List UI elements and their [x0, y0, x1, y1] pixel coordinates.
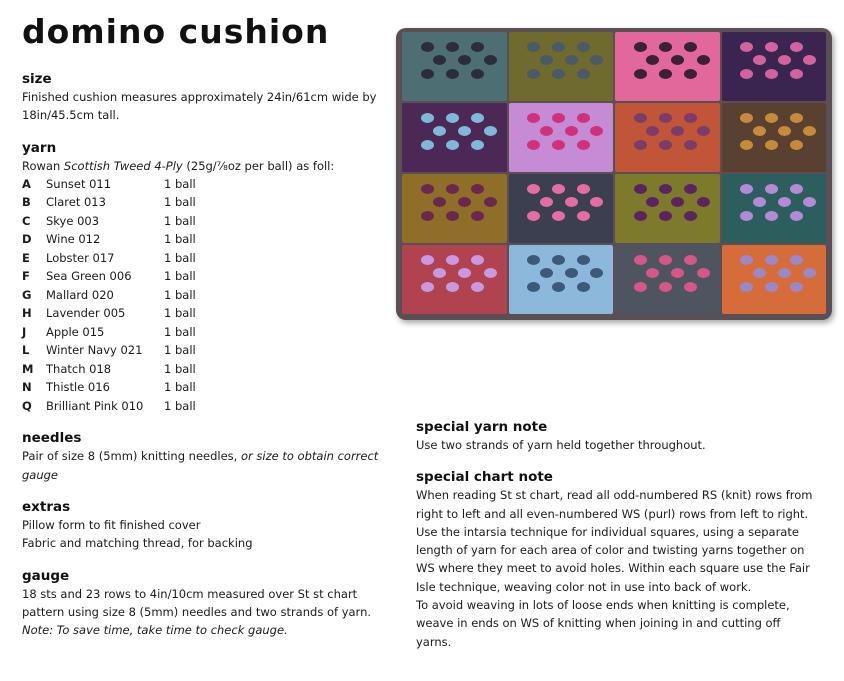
cushion-dot: [778, 197, 791, 207]
cushion-dot: [790, 211, 803, 221]
special-chart-note-para-1: When reading St st chart, read all odd-numbered RS (knit) rows from right to left and all even-numbered WS (purl) rows from left to right. Use the intarsia technique for individual squares, using a separate length of yarn for each area of color and twisting yarns together on WS where they meet to avoid holes. Within each square use the Fair Isle technique, weaving color not in use into back of work.: [416, 488, 813, 594]
special-yarn-note-text: Use two strands of yarn held together throughout.: [416, 438, 706, 452]
yarn-intro-rest: (25g/⅞oz per ball) as foll:: [186, 158, 335, 173]
cushion-dot: [634, 42, 647, 52]
yarn-amount: 1 ball: [164, 306, 196, 321]
cushion-dot: [659, 255, 672, 265]
needles-main: Pair of size 8 (5mm) knitting needles,: [22, 449, 238, 464]
yarn-amount: 1 ball: [164, 398, 196, 413]
cushion-dot: [753, 197, 766, 207]
cushion-dot: [803, 126, 816, 136]
yarn-letter: F: [22, 269, 30, 284]
cushion-dot: [527, 140, 540, 150]
cushion-dot: [565, 55, 578, 65]
cushion-dot: [433, 268, 446, 278]
cushion-dot: [659, 211, 672, 221]
yarn-name: Brilliant Pink 010: [46, 398, 144, 413]
cushion-dot: [790, 140, 803, 150]
cushion-dot: [765, 282, 778, 292]
cushion-square: [615, 245, 720, 314]
cushion-dot: [790, 255, 803, 265]
yarn-letter: N: [22, 380, 32, 395]
extras-line-1: Pillow form to fit finished cover: [22, 517, 201, 532]
yarn-section: [22, 139, 382, 416]
yarn-intro-name: Scottish Tweed 4-Ply: [63, 158, 183, 173]
gauge-note: Note: To save time, take time to check gauge.: [22, 623, 288, 638]
cushion-dot: [577, 211, 590, 221]
needles-italic: or size to obtain correct gauge: [22, 449, 379, 482]
cushion-square: [722, 32, 827, 101]
yarn-amount: 1 ball: [164, 380, 196, 395]
cushion-dot: [527, 113, 540, 123]
cushion-square: [402, 32, 507, 101]
cushion-dot: [697, 197, 710, 207]
cushion-dot: [634, 140, 647, 150]
cushion-dot: [697, 268, 710, 278]
cushion-square: [509, 174, 614, 243]
special-chart-note-section: [416, 468, 816, 651]
cushion-dot: [421, 69, 434, 79]
cushion-squares-grid: [402, 32, 826, 314]
gauge-text: [22, 585, 382, 640]
cushion-dot: [740, 42, 753, 52]
yarn-name: Lobster 017: [46, 250, 115, 265]
cushion-dot: [590, 197, 603, 207]
cushion-dot: [790, 42, 803, 52]
cushion-square: [722, 174, 827, 243]
cushion-dot: [697, 55, 710, 65]
cushion-dot: [590, 126, 603, 136]
cushion-dot: [552, 211, 565, 221]
yarn-letter: E: [22, 250, 30, 265]
yarn-amount: 1 ball: [164, 343, 196, 358]
cushion-dot: [421, 184, 434, 194]
cushion-square: [722, 245, 827, 314]
cushion-square: [402, 103, 507, 172]
yarn-letter: D: [22, 232, 32, 247]
cushion-dot: [634, 282, 647, 292]
yarn-row: [22, 323, 382, 342]
cushion-dot: [458, 55, 471, 65]
cushion-dot: [471, 255, 484, 265]
yarn-row: [22, 397, 382, 416]
right-column: [416, 418, 816, 665]
yarn-row: [22, 230, 382, 249]
cushion-square: [722, 103, 827, 172]
yarn-name: Wine 012: [46, 232, 101, 247]
cushion-dot: [421, 42, 434, 52]
cushion-dot: [446, 42, 459, 52]
cushion-square: [615, 103, 720, 172]
cushion-photo: [396, 28, 832, 320]
cushion-dot: [646, 268, 659, 278]
cushion-dot: [484, 197, 497, 207]
yarn-amount: 1 ball: [164, 232, 196, 247]
cushion-dot: [540, 126, 553, 136]
gauge-section: [22, 567, 382, 640]
cushion-dot: [753, 268, 766, 278]
cushion-dot: [565, 268, 578, 278]
cushion-dot: [659, 282, 672, 292]
cushion-dot: [778, 126, 791, 136]
yarn-name: Sunset 011: [46, 176, 112, 191]
cushion-dot: [740, 184, 753, 194]
extras-section: [22, 498, 382, 553]
cushion-dot: [527, 42, 540, 52]
cushion-dot: [527, 282, 540, 292]
cushion-dot: [684, 255, 697, 265]
cushion-dot: [803, 268, 816, 278]
cushion-dot: [540, 55, 553, 65]
cushion-dot: [577, 255, 590, 265]
cushion-dot: [552, 184, 565, 194]
yarn-letter: M: [22, 361, 34, 376]
cushion-dot: [458, 197, 471, 207]
cushion-dot: [684, 113, 697, 123]
cushion-square: [402, 245, 507, 314]
yarn-letter: Q: [22, 398, 32, 413]
cushion-dot: [684, 211, 697, 221]
cushion-dot: [646, 55, 659, 65]
cushion-dot: [421, 282, 434, 292]
yarn-list: [22, 175, 382, 416]
left-column: [22, 70, 382, 653]
cushion-dot: [671, 268, 684, 278]
cushion-dot: [421, 113, 434, 123]
gauge-main: 18 sts and 23 rows to 4in/10cm measured over St st chart pattern using size 8 (5mm) needles and two strands of yarn.: [22, 586, 372, 619]
yarn-row: [22, 212, 382, 231]
cushion-dot: [765, 184, 778, 194]
cushion-dot: [577, 69, 590, 79]
cushion-dot: [765, 255, 778, 265]
cushion-dot: [684, 282, 697, 292]
cushion-dot: [790, 282, 803, 292]
cushion-dot: [577, 282, 590, 292]
yarn-letter: J: [22, 324, 27, 339]
cushion-dot: [471, 113, 484, 123]
cushion-dot: [778, 55, 791, 65]
cushion-dot: [540, 268, 553, 278]
cushion-dot: [646, 126, 659, 136]
cushion-dot: [446, 211, 459, 221]
cushion-dot: [484, 126, 497, 136]
cushion-dot: [552, 69, 565, 79]
cushion-dot: [446, 69, 459, 79]
cushion-dot: [552, 255, 565, 265]
extras-line-2: Fabric and matching thread, for backing: [22, 536, 253, 551]
cushion-dot: [765, 211, 778, 221]
cushion-dot: [471, 184, 484, 194]
size-section: [22, 70, 382, 125]
cushion-dot: [765, 69, 778, 79]
cushion-dot: [446, 282, 459, 292]
cushion-dot: [527, 69, 540, 79]
cushion-dot: [433, 126, 446, 136]
yarn-row: [22, 341, 382, 360]
cushion-dot: [577, 140, 590, 150]
yarn-amount: 1 ball: [164, 250, 196, 265]
cushion-dot: [684, 184, 697, 194]
cushion-dot: [590, 268, 603, 278]
cushion-dot: [471, 140, 484, 150]
yarn-name: Thatch 018: [46, 361, 112, 376]
extras-heading: extras: [22, 498, 71, 515]
cushion-dot: [684, 69, 697, 79]
cushion-dot: [565, 126, 578, 136]
cushion-dot: [634, 69, 647, 79]
yarn-letter: L: [22, 343, 30, 358]
cushion-dot: [446, 184, 459, 194]
yarn-name: Thistle 016: [46, 380, 110, 395]
cushion-dot: [552, 282, 565, 292]
cushion-dot: [577, 113, 590, 123]
cushion-dot: [740, 113, 753, 123]
cushion-dot: [740, 282, 753, 292]
cushion-dot: [790, 184, 803, 194]
yarn-row: [22, 267, 382, 286]
yarn-letter: A: [22, 176, 31, 191]
cushion-dot: [433, 197, 446, 207]
special-yarn-note-heading: special yarn note: [416, 419, 548, 435]
needles-section: [22, 429, 382, 484]
yarn-intro-brand: Rowan: [22, 158, 61, 173]
cushion-dot: [659, 140, 672, 150]
cushion-dot: [634, 255, 647, 265]
cushion-dot: [740, 140, 753, 150]
yarn-name: Sea Green 006: [46, 269, 132, 284]
cushion-square: [402, 174, 507, 243]
cushion-square: [509, 32, 614, 101]
yarn-amount: 1 ball: [164, 324, 196, 339]
cushion-dot: [458, 126, 471, 136]
yarn-name: Skye 003: [46, 213, 100, 228]
yarn-row: [22, 360, 382, 379]
cushion-dot: [471, 282, 484, 292]
yarn-letter: B: [22, 195, 31, 210]
yarn-amount: 1 ball: [164, 269, 196, 284]
cushion-dot: [484, 268, 497, 278]
yarn-heading: yarn: [22, 139, 57, 156]
gauge-heading: gauge: [22, 567, 70, 584]
cushion-dot: [634, 211, 647, 221]
cushion-dot: [659, 184, 672, 194]
cushion-dot: [684, 42, 697, 52]
cushion-dot: [590, 55, 603, 65]
cushion-dot: [684, 140, 697, 150]
yarn-intro: [22, 157, 382, 175]
cushion-dot: [527, 211, 540, 221]
cushion-dot: [471, 211, 484, 221]
cushion-dot: [577, 42, 590, 52]
size-heading: size: [22, 71, 52, 87]
cushion-dot: [740, 255, 753, 265]
cushion-dot: [790, 113, 803, 123]
cushion-dot: [753, 126, 766, 136]
cushion-dot: [646, 197, 659, 207]
cushion-dot: [565, 197, 578, 207]
cushion-dot: [803, 55, 816, 65]
yarn-amount: 1 ball: [164, 287, 196, 302]
size-text: Finished cushion measures approximately 24in/61cm wide by 18in/45.5cm tall.: [22, 90, 377, 123]
cushion-dot: [671, 55, 684, 65]
yarn-row: [22, 304, 382, 323]
cushion-dot: [803, 197, 816, 207]
cushion-square: [615, 174, 720, 243]
cushion-dot: [421, 211, 434, 221]
yarn-letter: H: [22, 306, 32, 321]
cushion-dot: [634, 184, 647, 194]
cushion-dot: [421, 140, 434, 150]
yarn-row: [22, 286, 382, 305]
cushion-dot: [790, 69, 803, 79]
yarn-amount: 1 ball: [164, 195, 196, 210]
cushion-dot: [697, 126, 710, 136]
cushion-dot: [540, 197, 553, 207]
cushion-dot: [577, 184, 590, 194]
cushion-dot: [552, 113, 565, 123]
needles-heading: needles: [22, 430, 82, 447]
yarn-name: Apple 015: [46, 324, 105, 339]
cushion-dot: [458, 268, 471, 278]
cushion-dot: [753, 55, 766, 65]
special-chart-note-heading: special chart note: [416, 469, 553, 486]
yarn-amount: 1 ball: [164, 176, 196, 191]
cushion-dot: [634, 113, 647, 123]
yarn-name: Claret 013: [46, 195, 106, 210]
cushion-dot: [446, 255, 459, 265]
cushion-dot: [778, 268, 791, 278]
cushion-dot: [471, 69, 484, 79]
cushion-square: [615, 32, 720, 101]
cushion-dot: [765, 113, 778, 123]
special-chart-note-para-2: To avoid weaving in lots of loose ends when knitting is complete, weave in ends on WS of knitting when joining in and cutting off yarns.: [416, 598, 790, 649]
cushion-dot: [740, 211, 753, 221]
cushion-dot: [421, 255, 434, 265]
cushion-dot: [433, 55, 446, 65]
cushion-dot: [527, 255, 540, 265]
cushion-dot: [765, 42, 778, 52]
yarn-amount: 1 ball: [164, 213, 196, 228]
cushion-dot: [552, 140, 565, 150]
cushion-dot: [471, 42, 484, 52]
cushion-dot: [671, 126, 684, 136]
cushion-dot: [765, 140, 778, 150]
cushion-dot: [552, 42, 565, 52]
yarn-name: Mallard 020: [46, 287, 114, 302]
cushion-dot: [446, 113, 459, 123]
cushion-dot: [527, 184, 540, 194]
cushion-dot: [740, 69, 753, 79]
cushion-dot: [659, 113, 672, 123]
yarn-letter: G: [22, 287, 32, 302]
cushion-dot: [446, 140, 459, 150]
yarn-row: [22, 193, 382, 212]
cushion-dot: [671, 197, 684, 207]
yarn-row: [22, 378, 382, 397]
needles-text: [22, 447, 382, 484]
cushion-square: [509, 103, 614, 172]
cushion-dot: [484, 55, 497, 65]
yarn-amount: 1 ball: [164, 361, 196, 376]
yarn-letter: C: [22, 213, 31, 228]
yarn-name: Winter Navy 021: [46, 343, 143, 358]
yarn-name: Lavender 005: [46, 306, 126, 321]
cushion-dot: [659, 69, 672, 79]
page-title: domino cushion: [22, 12, 330, 51]
cushion-dot: [659, 42, 672, 52]
yarn-row: [22, 175, 382, 194]
yarn-row: [22, 249, 382, 268]
cushion-square: [509, 245, 614, 314]
special-yarn-note-section: [416, 418, 816, 454]
